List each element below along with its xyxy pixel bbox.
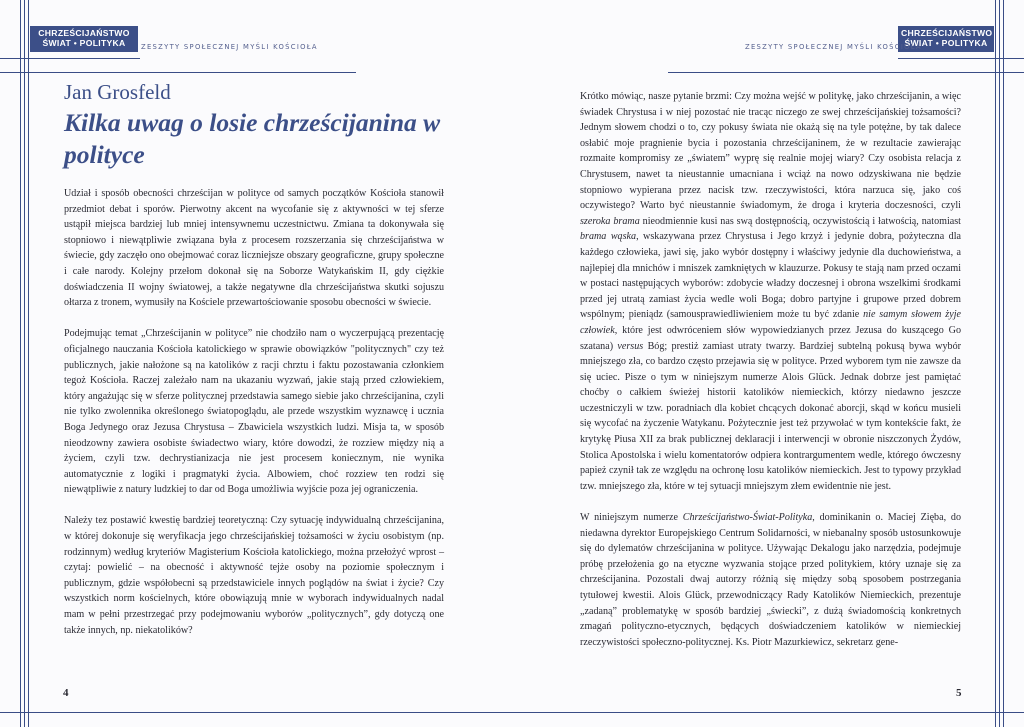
text-run: , wskazywana przez Chrystusa i Jego krzyż i jedynie dobra, pożyteczna dla każdego człowieka, jawi się, jako wybór dostępny i właściwy jedynie dla duchowieństwa, a najlepiej dla mnichów i mniszek zamkniętych w klauzurze. Pokusy te stają nam przed oczami w postaci następujących wyborów: zdobycie władzy doczesnej i obrona wszelkimi środkami przed jej utratą zamiast życia wedle woli Boga; dobro partyjne i grupowe przed dobrem wspólnym; pieniądz (samousprawiedliwieniem może tu być zdanie	[580, 231, 961, 321]
italic-run: versus	[617, 340, 644, 352]
logo-line-1: CHRZEŚCIJAŃSTWO	[901, 28, 993, 38]
frame-line-horizontal	[0, 72, 356, 73]
paragraph: Udział i sposób obecności chrześcijan w polityce od samych początków Kościoła stanowił przedmiot debat i sporów. Pierwotny akcent na wycofanie się z aktywności w tej sferze ustąpił miejsca bardziej lub mniej intensywnemu uczestnictwu. Zmiana ta dokonywała się stopniowo i niewątpliwie związana była z procesem rozszerzania się chrześcijaństwa w świecie, gdy zaczęło ono obejmować coraz liczniejsze obszary geograficzne, grupy społeczne i całe narody. Kolejny przełom dokonał się na Soborze Watykańskim II, gdy ciężkie doświadczenia II wojny światowej, a także negatywne dla chrześcijaństwa skutki sojuszu ołtarza z tronem, wymusiły na Kościele przewartościowanie sposobu obecności w świecie.	[64, 188, 444, 309]
frame-line-vertical	[995, 0, 996, 727]
left-body-text	[64, 186, 444, 654]
text-run: , dominikanin o. Maciej Zięba, do niedawna dyrektor Europejskiego Centrum Solidarności, w niebanalny sposób ustosunkowuje się do dylematów chrześcijanina w polityce. Używając Dekalogu jako narzędzia, podejmuje próbę przełożenia go na etyczne wyzwania stojące przed politykiem, który uznaje się za chrześcijanina. Pozostali dwaj autorzy różnią się między sobą sposobem postrzegania tytułowej kwestii. Alois Glück, przewodniczący Rady Katolików Niemieckich, prezentuje „zadaną” problematykę w sposób bardziej „świecki”, z dużą świadomością konkretnych zmagań polityczno-etycznych, będących doświadczeniem katolików w niemieckiej rzeczywistości społeczno-politycznej. Ks. Piotr Mazurkiewicz, sekretarz gene-	[580, 512, 961, 648]
logo-line-2: ŚWIAT • POLITYKA	[42, 38, 126, 48]
article-title: Kilka uwag o losie chrześcijanina w polityce	[64, 108, 441, 169]
page-number: 4	[63, 687, 69, 699]
italic-run: Chrześcijaństwo-Świat-Polityka	[682, 512, 813, 524]
paragraph	[580, 510, 961, 650]
paragraph: Podejmując temat „Chrześcijanin w polityce” nie chodziło nam o wyczerpującą prezentację oficjalnego nauczania Kościoła katolickiego w sprawie obowiązków "politycznych" czy też publicznych, jakie nałożone są na katolików z racji chrztu i faktu pozostawania członkiem tegoż Kościoła. Raczej zależało nam na ukazaniu wyzwań, jakie stają przed człowiekiem, który angażując się w sferze politycznej przedstawia samego siebie jako chrześcijanina, czyli nie tylko zwolennika określonego światopoglądu, ale przede wszystkim wyznawcę i ucznia Boga Jedynego oraz Jezusa Chrystusa – Zbawiciela wszystkich ludzi. Misja ta, w sposób nieodzowny zawiera osobiste świadectwo wiary, które dowodzi, że rozziew między nią a życiem, czyli tzw. dechrystianizacja nie jest procesem koniecznym, nie wynika automatycznie z logiki i pragmatyki życia. Albowiem, choć rozziew ten rodzi się niewątpliwie z natury ludzkiej to dar od Boga umożliwia wyjście poza jej ograniczenia.	[64, 328, 444, 496]
frame-line-vertical	[28, 0, 29, 727]
frame-line-horizontal	[512, 712, 1024, 713]
frame-line-horizontal	[0, 712, 512, 713]
text-run: Krótko mówiąc, nasze pytanie brzmi: Czy można wejść w politykę, jako chrześcijanin, a więc świadek Chrystusa i w niej pozostać nie tracąc niczego ze swej chrześcijańskiej tożsamości? Jednym słowem chodzi o to, czy pokusy świata nie okażą się na tyle potężne, by tak dalece osłabić moje pragnienie bycia i pozostania chrześcijaninem, że w rezultacie zawierając rozmaite kompromisy ze „światem” wyprę się realnie mojej wiary? Czy osobista relacja z Chrystusem, nawet ta nieustannie umacniana i wciąż na nowo odzyskiwana nie będzie stopniowo wypierana przez nacisk tzw. rzeczywistości, która narzuca się, jako coś oczywistego? Warto być nieustannie świadomym, że droga i kryteria doczesności, czyli	[580, 91, 961, 212]
logo-line-1: CHRZEŚCIJAŃSTWO	[38, 28, 130, 38]
logo-line-2: ŚWIAT • POLITYKA	[904, 38, 988, 48]
text-run: Bóg; prestiż zamiast utraty twarzy. Bardziej subtelną pokusą bywa wybór mniejszego zła, co bardzo często przejawia się w polityce. Przed wyborem tym nie zawsze da się uciec. Pisze o tym w niniejszym numerze Alois Glück. Jednak dobrze jest pamiętać choćby o całkiem świeżej historii katolików niemieckich, którzy niedawno jeszcze uczestniczyli w tzw. poradniach dla kobiet chcących dokonać aborcji, skąd w końcu musieli się wycofać na życzenie Watykanu. Pożytecznie jest też przywołać w tym kontekście fakt, że krytykę Piusa XII za brak publicznej deklaracji i interwencji w obronie niszczonych Żydów, Stolica Apostolska i wielu komentatorów odpiera kontrargumentem wedle, którego ówczesny papież czynił tak ze względu na ochronę losu katolików niemieckich. Jest to typowy przykład tzw. mniejszego zła, które w tej sytuacji mniejszym złem ewidentnie nie jest.	[580, 340, 961, 492]
text-run: , które jest odwróceniem słów wypowiedzianych przez Jezusa do kuszącego Go szatana)	[580, 324, 961, 352]
page-number: 5	[956, 687, 962, 699]
right-page	[512, 0, 1024, 727]
text-run: nieodmiennie kusi nas swą dostępnością, oczywistością i łatwością, natomiast	[639, 215, 961, 227]
paragraph	[580, 89, 961, 494]
journal-logo	[30, 26, 138, 52]
frame-line-vertical	[1003, 0, 1004, 727]
frame-line-vertical	[20, 0, 21, 727]
running-head: ZESZYTY SPOŁECZNEJ MYŚLI KOŚCIOŁA	[141, 43, 318, 51]
frame-line-vertical	[999, 0, 1000, 727]
frame-line-horizontal	[0, 58, 140, 59]
frame-line-horizontal	[668, 72, 1024, 73]
italic-run: szeroka brama	[580, 215, 640, 227]
paragraph: Należy tez postawić kwestię bardziej teoretyczną: Czy sytuację indywidualną chrześcijanina, w której dokonuje się weryfikacja jego chrześcijańskiej tożsamości w życiu osobistym (np. rodzinnym) według kryteriów Magisterium Kościoła katolickiego, można przełożyć wprost – czytaj: powielić – na obecność i aktywność tejże osoby na poziomie społecznym i publicznym, gdzie współobecni są przedstawiciele innych poglądów na świat i życie? Czy wszystkich norm kościelnych, które obowiązują mnie w wyborach indywidualnych nadal mam w pełni przestrzegać przy podejmowaniu wyborów „politycznych”, gdy dotyczą one także innych, np. niekatolików?	[64, 515, 444, 636]
running-head: ZESZYTY SPOŁECZNEJ MYŚLI KOŚCIOŁA	[745, 43, 922, 51]
frame-line-vertical	[24, 0, 25, 727]
article-author: Jan Grosfeld	[64, 80, 171, 104]
italic-run: brama wąska	[580, 231, 637, 243]
italic-run: nie samym słowem żyje człowiek	[580, 309, 961, 336]
right-body-text	[580, 89, 961, 666]
text-run: W niniejszym numerze	[580, 512, 683, 524]
frame-line-horizontal	[898, 58, 1024, 59]
